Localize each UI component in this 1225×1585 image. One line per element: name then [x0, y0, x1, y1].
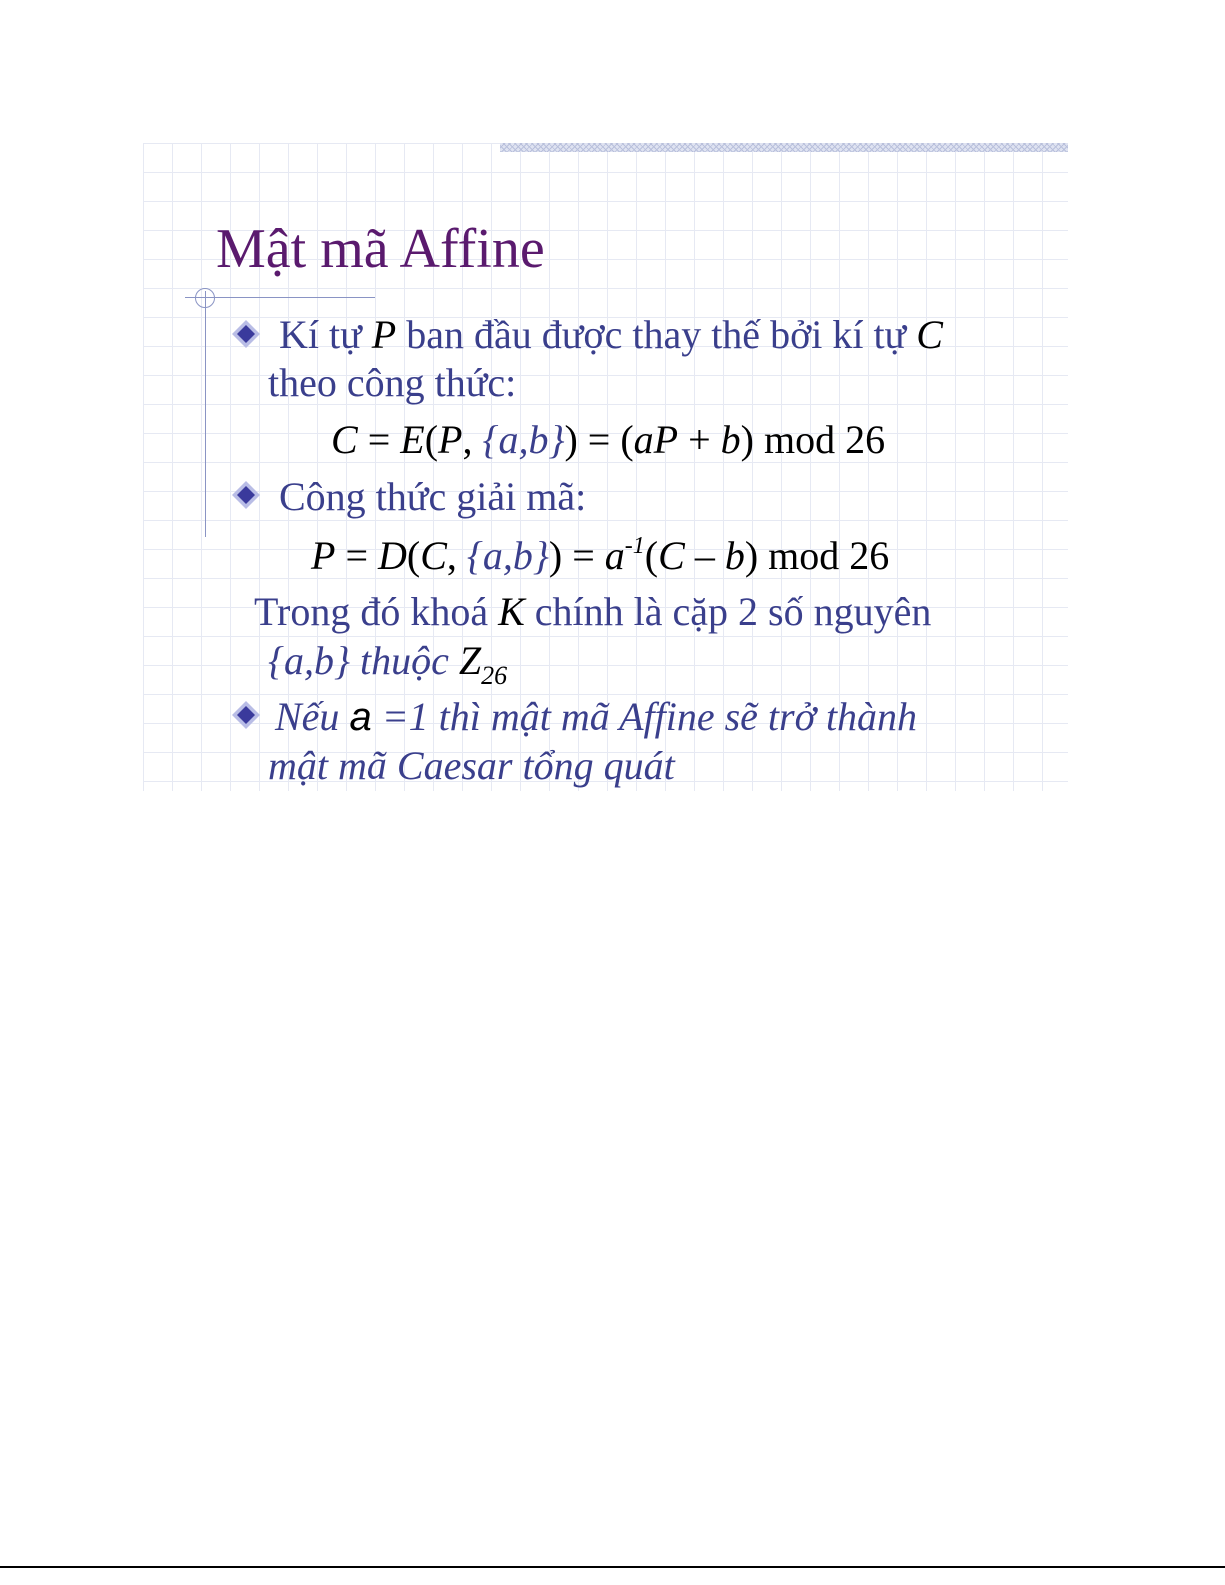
bullet-1-line-2: theo công thức: [268, 360, 517, 405]
slide-title: Mật mã Affine [216, 218, 545, 280]
page-bottom-rule [0, 1566, 1225, 1568]
bullet-2-text: Công thức giải mã: [279, 474, 587, 519]
key-note-line-1: Trong đó khoá K chính là cặp 2 số nguyên [254, 589, 932, 634]
bullet-3-line-2: mật mã Caesar tổng quát [268, 743, 675, 788]
diamond-bullet-icon [231, 700, 261, 730]
key-note-line-2: {a,b} thuộc $Z_{26}$ [268, 638, 508, 690]
slide [143, 143, 1068, 791]
decryption-formula: P = D(C, $\{a,b\}) = a^{-1}(C - b)$ mod 26 [311, 533, 890, 578]
decorative-line-vertical [205, 291, 206, 537]
bullet-1-line-1: Kí tự P ban đầu được thay thế bởi kí tự C [279, 312, 943, 357]
diamond-bullet-icon [231, 319, 261, 349]
decorative-circle [195, 288, 215, 308]
diamond-bullet-icon [231, 480, 261, 510]
bullet-3-line-1: Nếu a =1 thì mật mã Affine sẽ trở thành [275, 694, 918, 739]
encryption-formula: C = E(P, {a,b}) = (aP + b) mod 26 [331, 417, 886, 462]
top-pattern-band [500, 143, 1068, 152]
